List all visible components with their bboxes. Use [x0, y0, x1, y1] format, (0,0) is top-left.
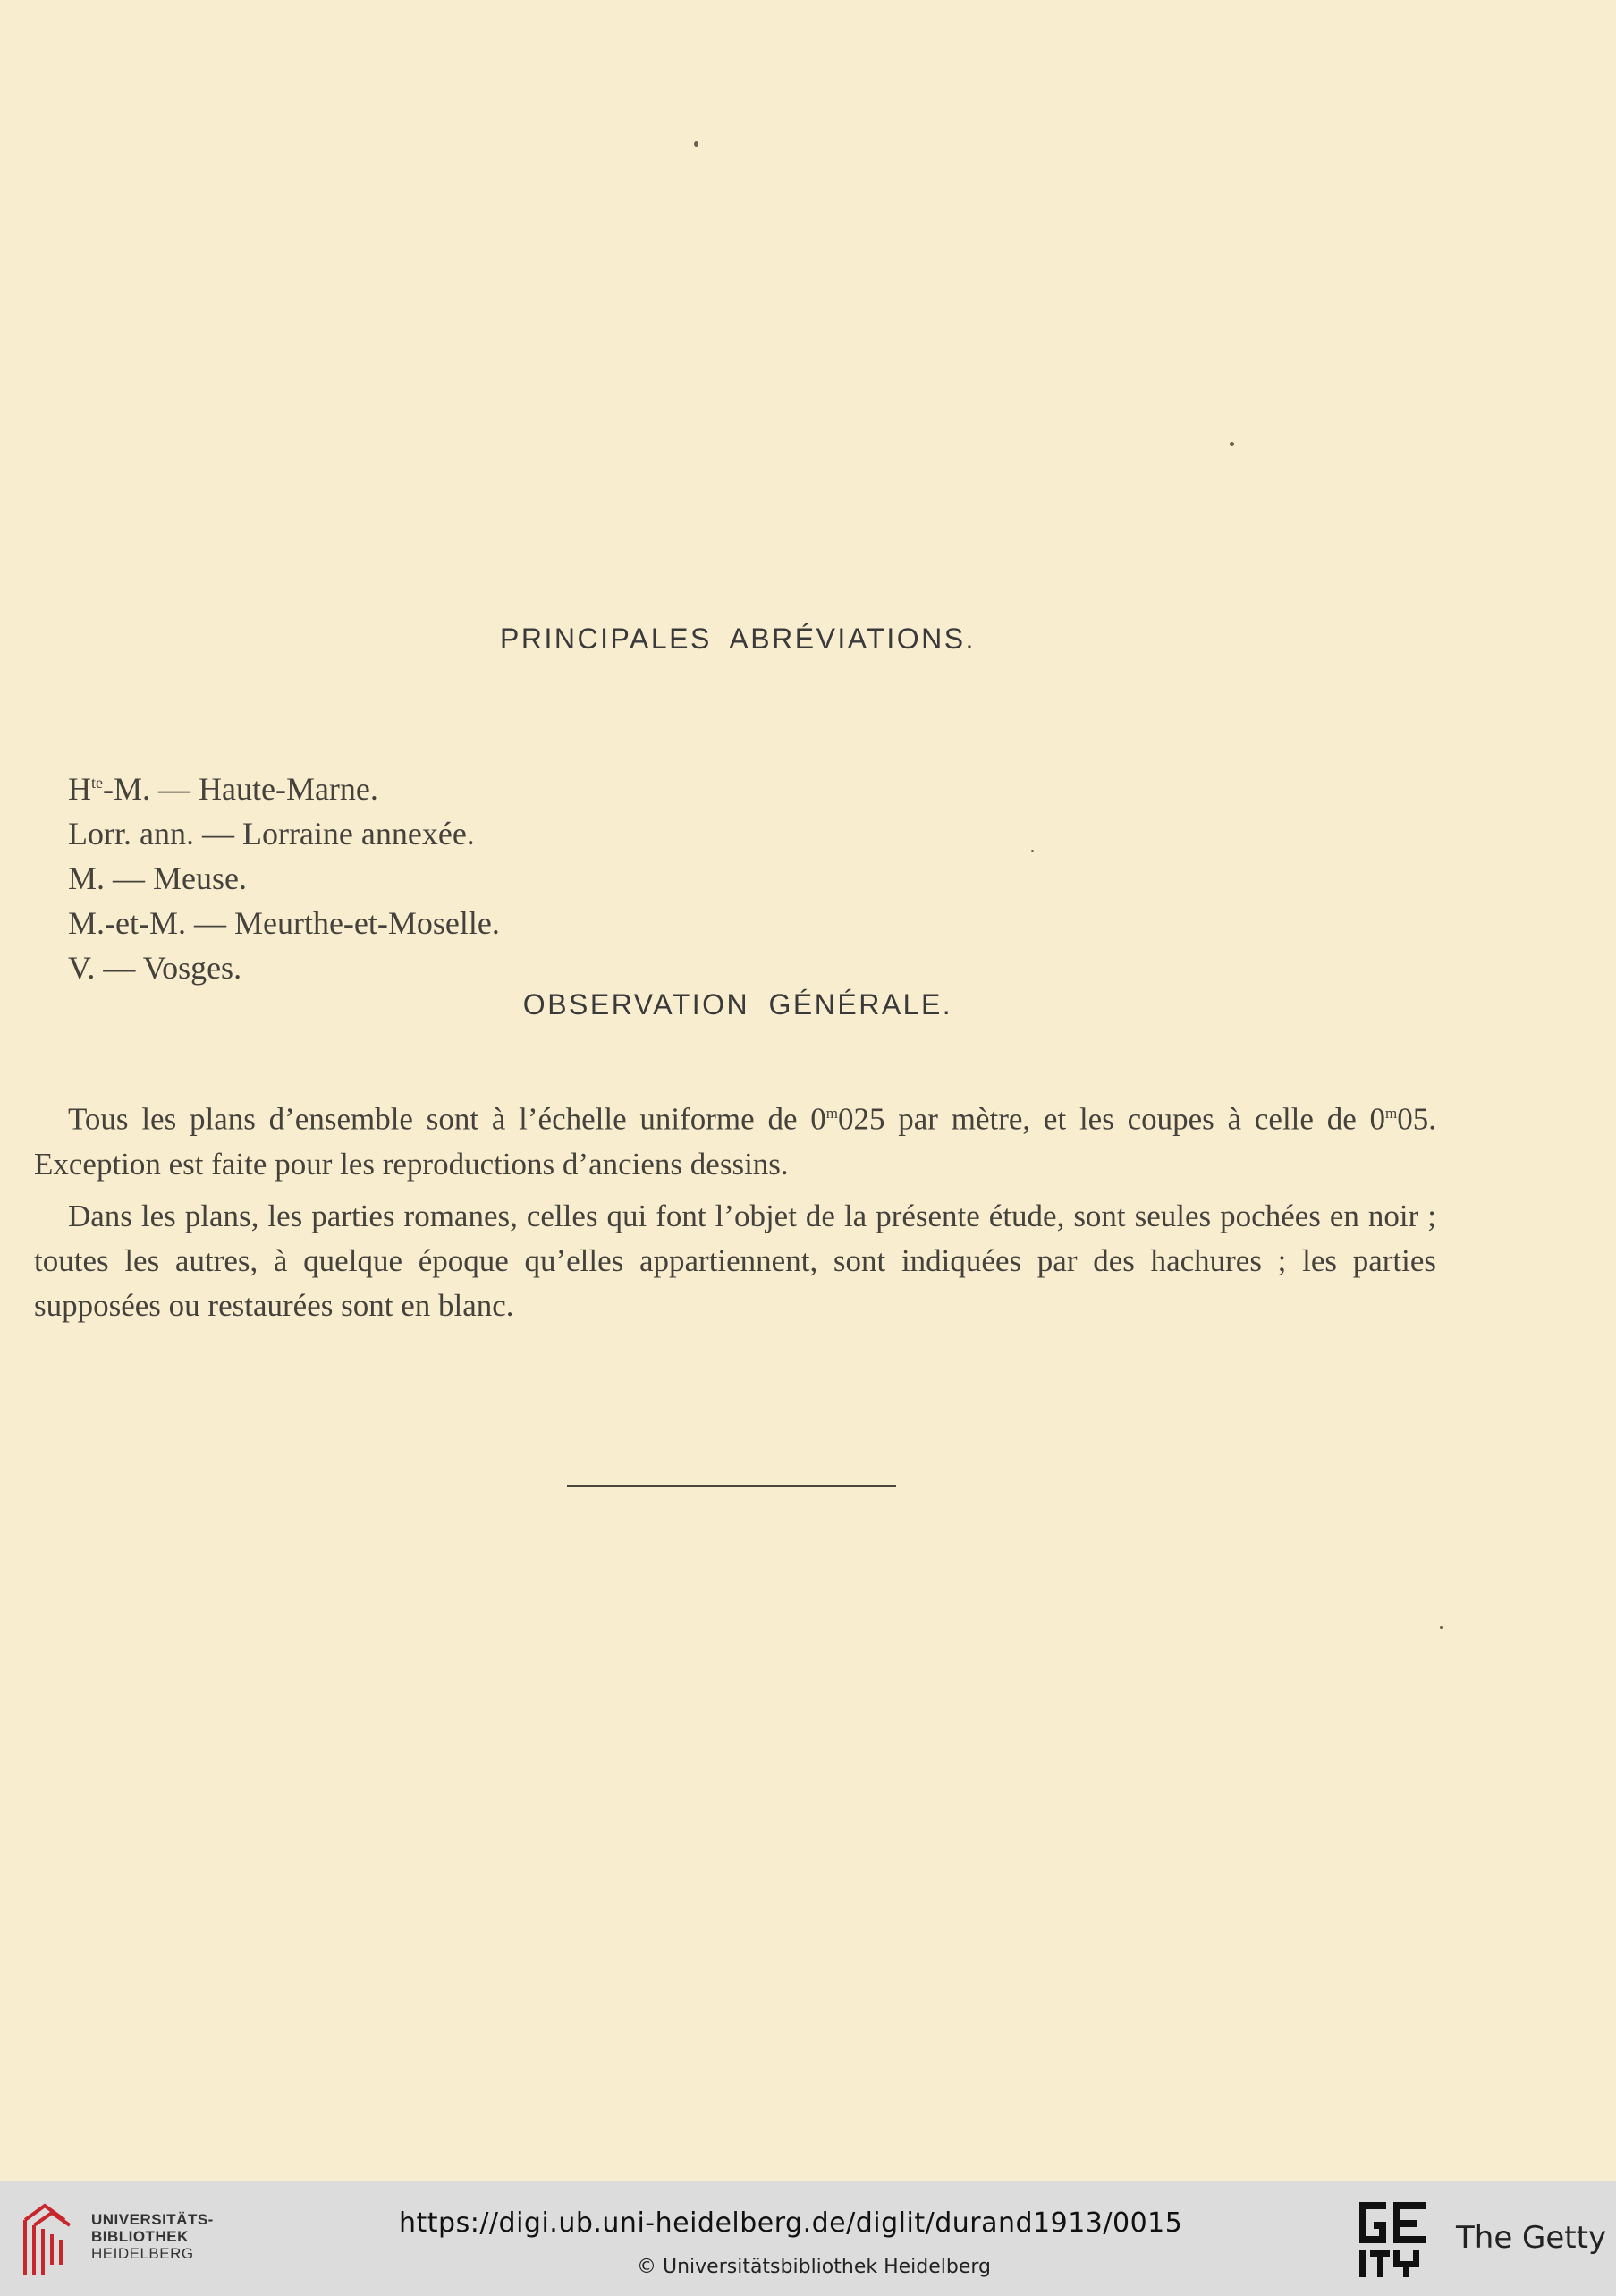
- section-title-observation: OBSERVATION GÉNÉRALE.: [522, 988, 953, 1021]
- getty-logo-icon: [1358, 2200, 1429, 2283]
- footer-bar: [0, 2181, 1616, 2296]
- abbreviation-item: M.-et-M. — Meurthe-et-Moselle.: [68, 905, 500, 941]
- abbreviation-text: -M. — Haute-Marne.: [103, 771, 378, 807]
- abbreviation-list: [68, 760, 500, 990]
- paragraph-plans: Dans les plans, les parties romanes, celles qui font l’objet de la présente étude, sont seules pochées en noir ; toutes les autres, à quelque époque qu’elles appartiennent, sont indiquées par des hachures ; les parties supposées ou restaurées sont en blanc.: [34, 1199, 1436, 1323]
- library-name-line: BIBLIOTHEK: [91, 2228, 189, 2245]
- library-name-line: UNIVERSITÄTS-: [91, 2211, 214, 2228]
- paragraph-superscript: m: [1385, 1105, 1398, 1122]
- abbreviation-item: V. — Vosges.: [68, 950, 242, 986]
- paper-speck: [1031, 850, 1034, 852]
- document-url-link[interactable]: https://digi.ub.uni-heidelberg.de/diglit/durand1913/0015: [399, 2207, 1183, 2239]
- paper-speck: [1230, 442, 1234, 446]
- paragraph-superscript: m: [825, 1105, 838, 1122]
- copyright-notice: © Universitätsbibliothek Heidelberg: [637, 2256, 992, 2278]
- horizontal-rule: [567, 1485, 896, 1487]
- paragraph-text: 05. Exception est faite pour les reproductions d’anciens dessins.: [34, 1101, 1436, 1182]
- abbreviation-superscript: te: [91, 774, 103, 792]
- library-name: [91, 2211, 214, 2262]
- section-title-abbreviations: PRINCIPALES ABRÉVIATIONS.: [500, 623, 976, 655]
- getty-name: The Getty: [1456, 2220, 1607, 2256]
- paragraph-text: 025 par mètre, et les coupes à celle de 0: [838, 1101, 1386, 1137]
- abbreviation-item: [68, 760, 500, 811]
- paper-speck: [694, 141, 698, 147]
- library-name-line: HEIDELBERG: [91, 2245, 194, 2262]
- paper-speck: [1440, 1626, 1443, 1629]
- abbreviation-item: Lorr. ann. — Lorraine annexée.: [68, 816, 475, 851]
- paragraph-text: Tous les plans d’ensemble sont à l’échelle uniforme de 0: [68, 1101, 826, 1137]
- paragraph-scale: [34, 1091, 1436, 1187]
- abbreviation-text: H: [68, 771, 91, 807]
- abbreviation-item: M. — Meuse.: [68, 860, 247, 896]
- ub-heidelberg-logo-icon: [18, 2193, 80, 2283]
